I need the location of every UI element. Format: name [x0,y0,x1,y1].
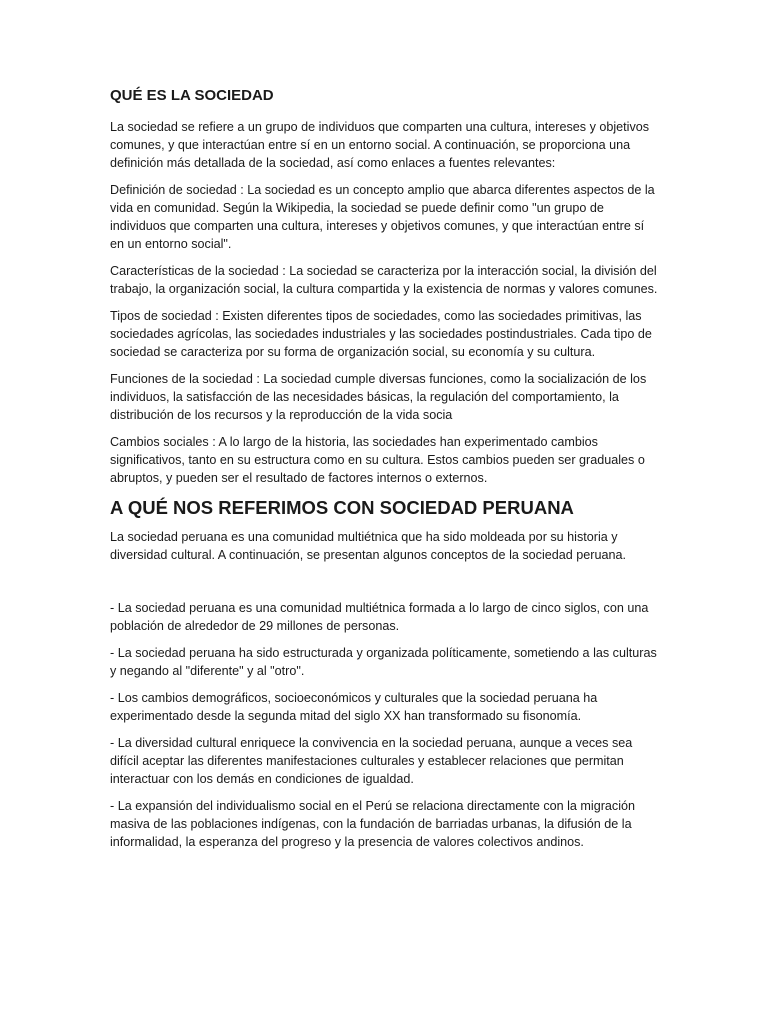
paragraph-tipos: Tipos de sociedad : Existen diferentes tipos de sociedades, como las sociedades primitivas, las sociedades agrícolas, las sociedades industriales y las sociedades postindustriales. Cada tipo de sociedad se caracteriza por su forma de organización social, su economía y su cultura. [110,309,652,359]
list-item: - La diversidad cultural enriquece la convivencia en la sociedad peruana, aunque a veces sea difícil aceptar las diferentes manifestaciones culturales y establecer relaciones que permitan interactuar con los demás en condiciones de igualdad. [110,736,633,786]
paragraph-caracteristicas: Características de la sociedad : La sociedad se caracteriza por la interacción social, la división del trabajo, la organización social, la cultura compartida y la existencia de normas y valores comunes. [110,264,658,296]
list-item: - La sociedad peruana ha sido estructurada y organizada políticamente, sometiendo a las culturas y negando al "diferente" y al "otro". [110,646,657,678]
list-item: - La expansión del individualismo social en el Perú se relaciona directamente con la migración masiva de las poblaciones indígenas, con la fundación de barriadas urbanas, la difusión de la informalidad, la esperanza del progreso y la presencia de valores colectivos andinos. [110,799,636,849]
spacer [110,573,660,599]
paragraph-definicion: Definición de sociedad : La sociedad es un concepto amplio que abarca diferentes aspectos de la vida en comunidad. Según la Wikipedia, la sociedad se puede definir como "un grupo de individuos que comparten una cultura, intereses y objetivos comunes, y que interactúan entre sí en un entorno social". [110,183,655,251]
list-item: - La sociedad peruana es una comunidad multiétnica formada a lo largo de cinco siglos, con una población de alrededor de 29 millones de personas. [110,601,649,633]
list-item: - Los cambios demográficos, socioeconómicos y culturales que la sociedad peruana ha experimentado desde la segunda mitad del siglo XX han transformado su fisonomía. [110,691,598,723]
paragraph-cambios: Cambios sociales : A lo largo de la historia, las sociedades han experimentado cambios significativos, tanto en su estructura como en su cultura. Estos cambios pueden ser graduales o abruptos, y pueden ser el resultado de factores internos o externos. [110,435,645,485]
paragraph-peruana-intro: La sociedad peruana es una comunidad multiétnica que ha sido moldeada por su historia y diversidad cultural. A continuación, se presentan algunos conceptos de la sociedad peruana. [110,530,626,562]
section-title-sociedad-peruana: A QUÉ NOS REFERIMOS CON SOCIEDAD PERUANA [110,497,574,518]
section-title-sociedad: QUÉ ES LA SOCIEDAD [110,87,274,104]
paragraph-intro: La sociedad se refiere a un grupo de individuos que comparten una cultura, intereses y objetivos comunes, y que interactúan entre sí en un entorno social. A continuación, se proporciona una definición más detallada de la sociedad, así como enlaces a fuentes relevantes: [110,120,650,170]
paragraph-funciones: Funciones de la sociedad : La sociedad cumple diversas funciones, como la socialización de los individuos, la satisfacción de las necesidades básicas, la regulación del comportamiento, la distribución de los recursos y la reproducción de la vida socia [110,372,647,422]
document-page [110,86,660,860]
